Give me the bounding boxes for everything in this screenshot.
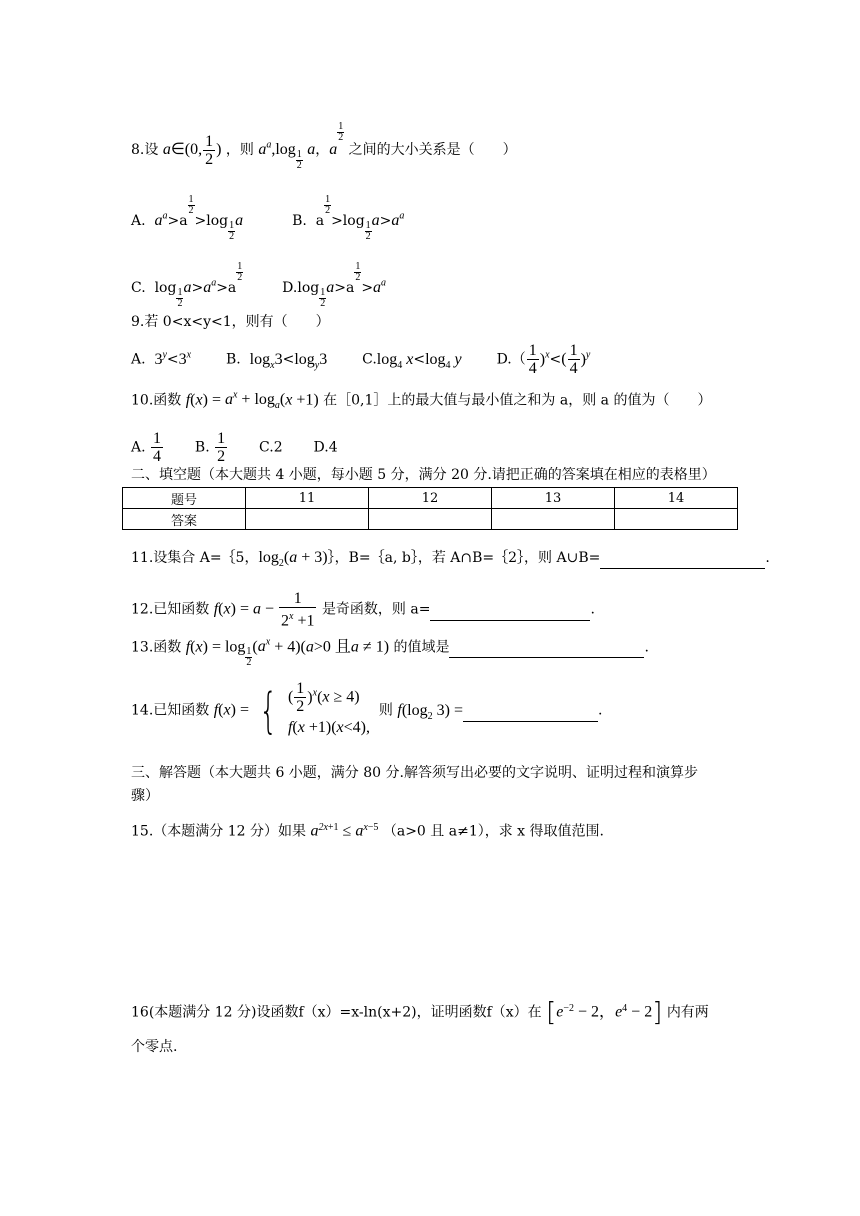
q14: 14.已知函数 f(x) = { ( $\frac{1}{2}$ )$^x$(x ≥ 4) f(x +1)(x<4), 则 $f(\log_2$ 3) = . xyxy=(131,680,602,741)
q8-stem-prefix: 8.设 xyxy=(131,142,159,158)
q10-option-d-label: D.4 xyxy=(313,439,338,456)
q9-stem: 9.若 0<x<y<1，则有（ ） xyxy=(131,314,330,330)
answer-table-label-number: 题号 xyxy=(123,488,246,509)
section-3-heading-line-2: 骤） xyxy=(131,788,159,804)
q11-prefix: 11.设集合 A=｛5， xyxy=(131,550,259,566)
q14-piecewise: ( $\frac{1}{2}$ )$^x$(x ≥ 4) f(x +1)(x<4), xyxy=(287,680,371,736)
q13: 13.函数 f(x) = log $\frac{1}{2}$ $(a^x + 4)(a>0$ 且a ≠ 1) 的值域是 . xyxy=(131,637,649,669)
q8-stem: 8.设 a∈(0, $\frac{1}{2}$ ) ，则 $a^a,\log$ $\frac{1}{2}$ a，a $\frac{1}{2}$ 之间的大小关系是（ ） xyxy=(131,121,517,171)
q9-option-a-label: A. xyxy=(131,351,146,368)
q8-stem-suffix: 之间的大小关系是（ ） xyxy=(348,142,517,158)
q9-option-c-label: C. xyxy=(362,351,377,368)
q11: 11.设集合 A=｛5，$\log_2(a$ + 3)｝，B=｛a, b｝，若 A∩B=｛2｝，则 A∪B= . xyxy=(131,549,770,570)
answer-table-label-answer: 答案 xyxy=(123,509,246,530)
q10-stem-suffix: 在［0,1］上的最大值与最小值之和为 a，则 a 的值为（ ） xyxy=(323,392,712,409)
q9-option-d-label: D. xyxy=(496,351,512,368)
q16-cont xyxy=(131,1037,177,1057)
q12-period: . xyxy=(590,601,595,618)
q12-answer-blank[interactable] xyxy=(430,600,590,621)
fraction-one-half: $\frac{1}{2}$ xyxy=(205,132,214,168)
q14-period: . xyxy=(597,702,603,719)
q10-option-c-label: C.2 xyxy=(259,439,283,456)
answer-table-number: 12 xyxy=(369,488,492,509)
answer-table-answer-row xyxy=(123,509,738,530)
q15-prefix: 15.（本题满分 12 分）如果 xyxy=(131,823,306,840)
q14-prefix: 14.已知函数 xyxy=(131,702,210,719)
q16: 16(本题满分 12 分)设函数f（x）=x-ln(x+2)，证明函数f（x）在 [$e^{-2} - 2$，$e^4 - 2$] 内有两 xyxy=(131,997,709,1028)
q15-suffix: （a>0 且 a≠1），求 x 得取值范围. xyxy=(382,823,604,840)
q8-options-cd: C. log $\frac{1}{2}$ $a>a^a>a$ $\frac{1}{2}$ D.log $\frac{1}{2}$ a>a $\frac{1}{2}$ $>a^a$ xyxy=(131,261,387,309)
section-3-heading-cont xyxy=(131,786,159,806)
q16-line-2: 个零点. xyxy=(131,1039,178,1055)
q16-suffix: 内有两 xyxy=(666,1004,709,1021)
section-3-heading-line-1: 三、解答题（本大题共 6 小题，满分 80 分.解答须写出必要的文字说明、证明过程和演算步 xyxy=(131,765,698,781)
q14-mid: 则 xyxy=(378,702,393,719)
answer-table-number: 11 xyxy=(246,488,369,509)
q8-option-a-label: A. xyxy=(131,213,146,229)
q13-answer-blank[interactable] xyxy=(449,637,644,658)
q10-option-b-label: B. xyxy=(194,439,210,456)
answer-table-header-row xyxy=(123,488,738,509)
q8-stem-mid: ，则 xyxy=(225,142,254,158)
q11-mid: ｝，B=｛a, b｝，若 A∩B=｛2｝，则 A∪B= xyxy=(327,550,601,566)
q11-answer-blank[interactable] xyxy=(600,548,765,569)
q11-period: . xyxy=(765,550,770,566)
q8-option-d-label: D. xyxy=(282,280,298,296)
q12-prefix: 12.已知函数 xyxy=(131,601,210,618)
answer-cell[interactable] xyxy=(369,509,492,530)
q14-answer-blank[interactable] xyxy=(463,701,598,722)
q8-options-ab: A. $a^a>a$ $\frac{1}{2}$ >log $\frac{1}{2}$ a B. a $\frac{1}{2}$ >log $\frac{1}{2}$ $a>a^a$ xyxy=(131,194,405,242)
q10-option-a-label: A. xyxy=(131,439,146,456)
answer-table-number: 14 xyxy=(615,488,738,509)
section-2-heading: 二、填空题（本大题共 4 小题，每小题 5 分，满分 20 分.请把正确的答案填在相应的表格里） xyxy=(131,467,716,483)
answer-cell[interactable] xyxy=(492,509,615,530)
q15: 15.（本题满分 12 分）如果 $a^{2x+1} \le a^{x-5}$ （a>0 且 a≠1），求 x 得取值范围. xyxy=(131,822,604,840)
answer-table-number: 13 xyxy=(492,488,615,509)
answer-cell[interactable] xyxy=(246,509,369,530)
q10-stem-prefix: 10.函数 xyxy=(131,392,182,409)
q9-option-b-label: B. xyxy=(226,351,241,368)
q8-option-b-label: B. xyxy=(292,213,307,229)
q10-stem: 10.函数 $f(x) = a^x + \log_a(x +1)$ 在［0,1］上的最大值与最小值之和为 a，则 a 的值为（ ） xyxy=(131,390,712,412)
q9-options: A. $3^y<3^x$ B. $\log_x3<\log_y3$ $C.\log_4$ $x<\log_4$ y D.（ $\frac{1}{4}$ )$^x$<( $\frac{1}{4}$ )$^y$ xyxy=(131,342,591,377)
q12: 12.已知函数 f(x) = a − $\frac{1}{2^x +1}$ 是奇函数，则 a= . xyxy=(131,590,595,630)
q13-period: . xyxy=(644,639,649,656)
section-3-heading xyxy=(131,763,698,783)
answer-cell[interactable] xyxy=(615,509,738,530)
q13-mid: 的值域是 xyxy=(393,639,450,656)
q16-prefix: 16(本题满分 12 分)设函数f（x）=x-ln(x+2)，证明函数f（x）在 xyxy=(131,1004,542,1021)
answer-table xyxy=(122,487,738,530)
q8-option-c-label: C. xyxy=(131,280,146,296)
q10-options: A. $\frac{1}{4}$ B. $\frac{1}{2}$ C.2 D.4 xyxy=(131,430,338,465)
q12-mid: 是奇函数，则 a= xyxy=(321,601,431,618)
q13-prefix: 13.函数 xyxy=(131,639,182,656)
